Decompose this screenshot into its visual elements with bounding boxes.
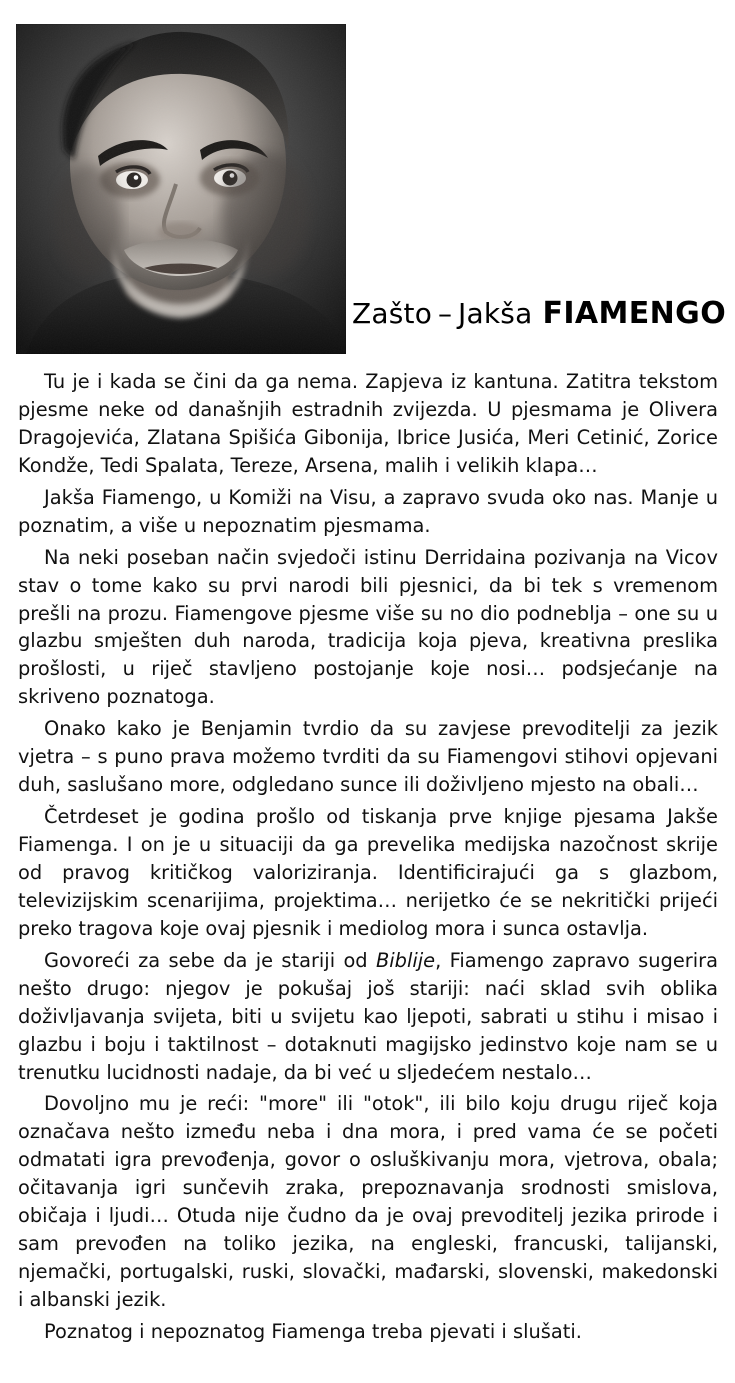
title-prefix: Zašto [352, 297, 433, 330]
article-body [18, 368, 718, 1350]
portrait-photo [16, 24, 346, 354]
title-surname: FIAMENGO [542, 296, 727, 331]
paragraph-closing: Poznatog i nepoznatog Fiamenga treba pjevati i slušati. [44, 1319, 582, 1343]
page-title [352, 296, 727, 342]
paragraph: Tu je i kada se čini da ga nema. Zapjeva iz kantuna. Zatitra tekstom pjesme neke od današnjih estradnih zvijezda. U pjesmama je Olivera Dragojevića, Zlatana Spišića Gibonija, Ibrice Jusića, Meri Cetinić, Zorice Kondže, Tedi Spalata, Tereze, Arsena, malih i velikih klapa… [18, 370, 718, 477]
paragraph: Na neki poseban način svjedoči istinu Derridaina pozivanja na Vicov stav o tome kako su prvi narodi bili pjesnici, da bi tek s vremenom prešli na prozu. Fiamengove pjesme više su no dio podneblja – one su u glazbu smješten duh naroda, tradicija koja pjeva, kreativna preslika prošlosti, u riječ stavljeno postojanje koje nosi… podsjećanje na skriveno poznatoga. [18, 545, 718, 709]
paragraph-with-italic: Govoreći za sebe da je stariji od Biblije, Fiamengo zapravo sugerira nešto drugo: njegov je pokušaj još stariji: naći sklad svih oblika doživljavanja svijeta, biti u svijetu kao ljepoti, sabrati u stihu i misao i glazbu i boju i taktilnost – dotaknuti magijsko jedinstvo koje nam se u trenutku lucidnosti nadaje, da bi već u sljedećem nestalo… [18, 948, 718, 1084]
paragraph: Onako kako je Benjamin tvrdio da su zavjese prevoditelji za jezik vjetra – s puno prava možemo tvrditi da su Fiamengovi stihovi opjevani duh, saslušano more, odgledano sunce ili doživljeno mjesto na obali… [18, 717, 718, 797]
title-dash: – [438, 297, 453, 330]
paragraph: Dovoljno mu je reći: "more" ili "otok", ili bilo koju drugu riječ koja označava nešto između neba i dna mora, i pred vama će se početi odmatati igra prevođenja, govor o osluškivanju mora, vjetrova, obala; očitavanja igri sunčevih zraka, prepoznavanja srodnosti smislova, običaja i ljudi… Otuda nije čudno da je ovaj prevoditelj jezika prirode i sam prevođen na toliko jezika, na engleski, francuski, talijanski, njemački, portugalski, ruski, slovački, mađarski, slovenski, makedonski i albanski jezik. [18, 1092, 718, 1311]
portrait-image [16, 24, 346, 354]
paragraph: Četrdeset je godina prošlo od tiskanja prve knjige pjesama Jakše Fiamenga. I on je u situaciji da ga prevelika medijska nazočnost skrije od pravog kritičkog valoriziranja. Identificirajući ga s glazbom, televizijskim scenarijima, projektima… nerijetko će se nekritički prijeći preko tragova koje ovaj pjesnik i mediolog mora i sunca ostavlja. [18, 805, 718, 940]
paragraph: Jakša Fiamengo, u Komiži na Visu, a zapravo svuda oko nas. Manje u poznatim, a više u nepoznatim pjesmama. [18, 485, 718, 537]
title-first-name: Jakša [458, 297, 533, 330]
italic-title: Biblije [375, 948, 436, 972]
